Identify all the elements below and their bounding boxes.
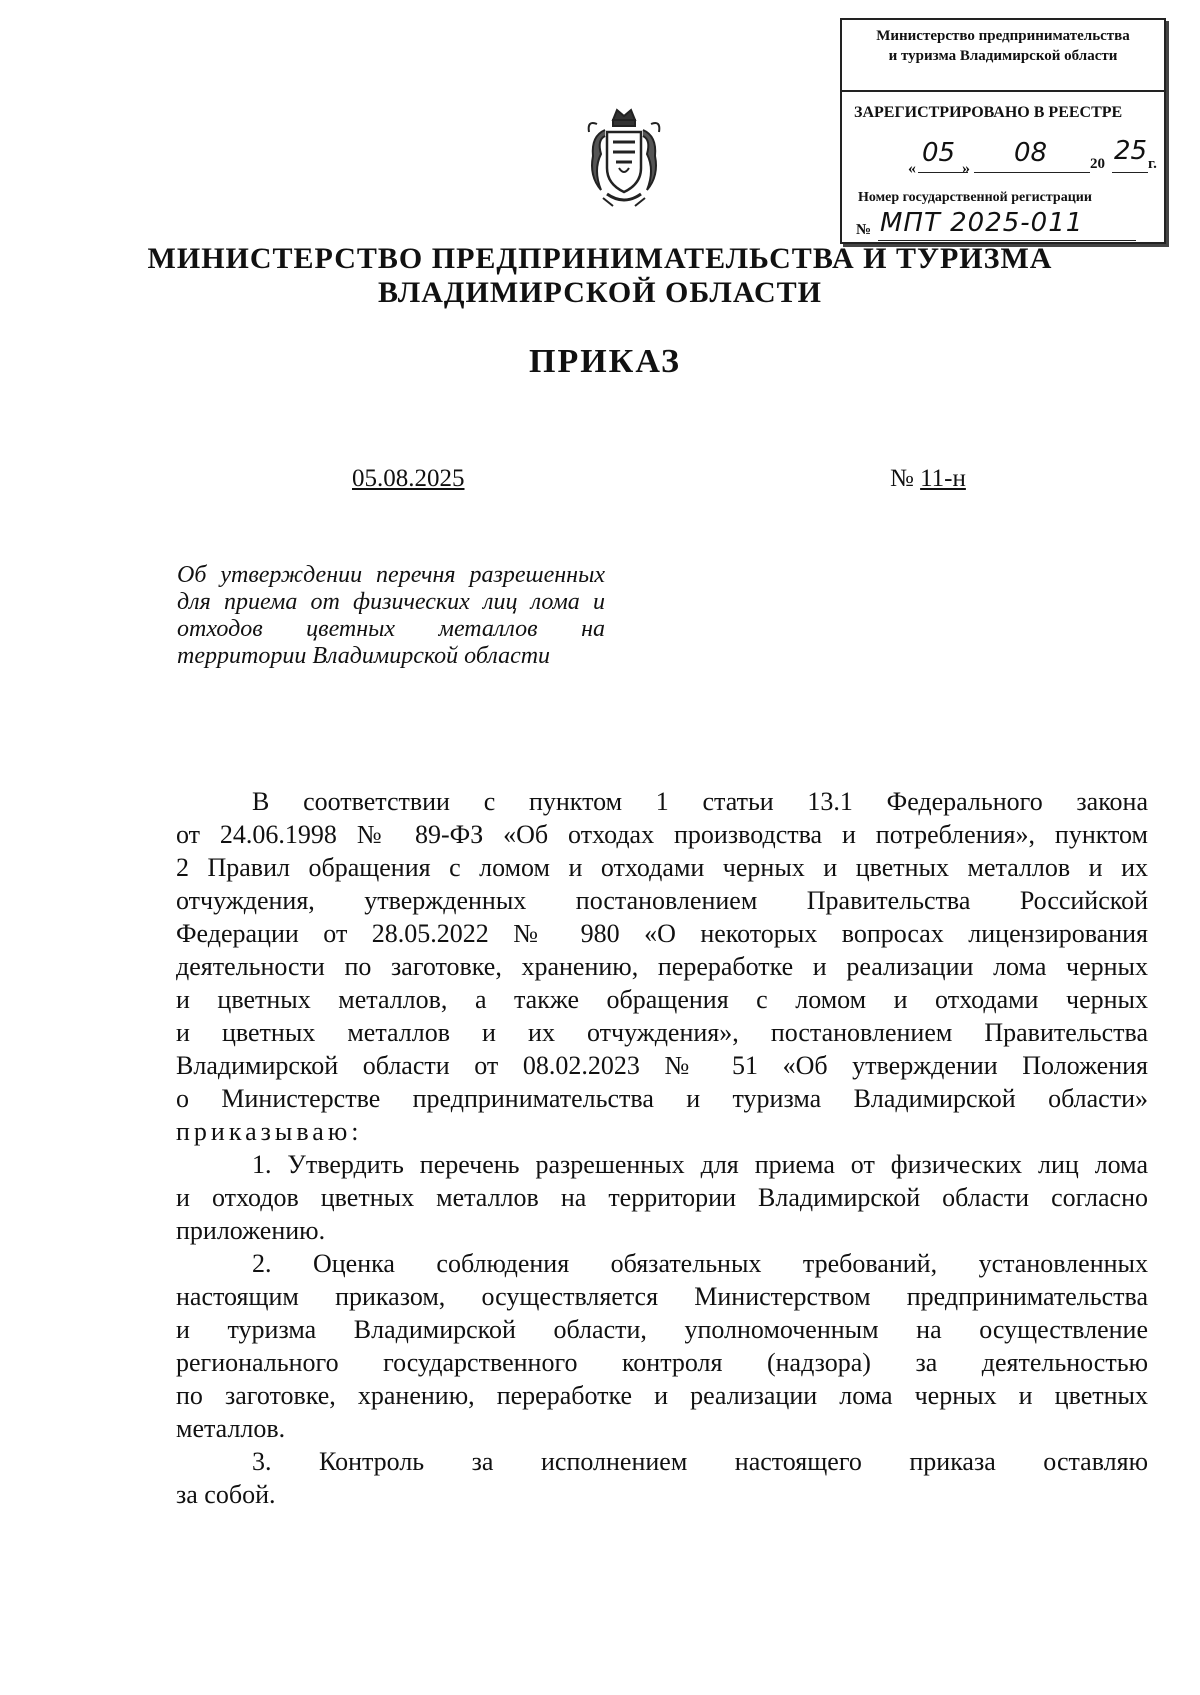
body-line: В соответствии с пунктом 1 статьи 13.1 Федерального закона [252, 787, 1148, 816]
stamp-number-sign: № [856, 222, 872, 238]
ministry-title-line1: МИНИСТЕРСТВО ПРЕДПРИНИМАТЕЛЬСТВА И ТУРИЗМА [147, 242, 1053, 275]
body-line: 3. Контроль за исполнением настоящего приказа оставляю [252, 1447, 1148, 1476]
subject-line: территории Владимирской области [177, 643, 551, 669]
stamp-date-close-quote: » [962, 160, 970, 177]
ministry-title-line2: ВЛАДИМИРСКОЙ ОБЛАСТИ [378, 276, 822, 309]
stamp-number-underline [878, 240, 1136, 241]
body-line: от 24.06.1998 № 89-ФЗ «Об отходах производства и потребления», пунктом [176, 820, 1148, 849]
document-subject [177, 562, 605, 670]
body-line: 2. Оценка соблюдения обязательных требований, установленных [252, 1249, 1148, 1278]
body-line: деятельности по заготовке, хранению, переработке и реализации лома черных [176, 952, 1148, 981]
body-line: по заготовке, хранению, переработке и реализации лома черных и цветных [176, 1381, 1148, 1410]
body-line: отчуждения, утвержденных постановлением Правительства Российской [176, 886, 1148, 915]
ministry-title [0, 242, 1200, 310]
document-body [176, 785, 1148, 1511]
coat-of-arms-icon [583, 106, 665, 210]
body-line: и отходов цветных металлов на территории Владимирской области согласно [176, 1183, 1148, 1212]
stamp-date-g: г. [1148, 156, 1157, 172]
stamp-date-month: 08 [1014, 138, 1048, 168]
body-line: металлов. [176, 1414, 286, 1443]
stamp-registered-label: ЗАРЕГИСТРИРОВАНО В РЕЕСТРЕ [854, 104, 1123, 121]
stamp-month-underline [974, 172, 1090, 173]
body-line: и цветных металлов, а также обращения с ломом и отходами черных [176, 985, 1148, 1014]
body-line: за собой. [176, 1480, 276, 1509]
body-line-order-word: приказываю: [176, 1117, 363, 1146]
stamp-ministry-name [842, 26, 1164, 66]
body-line: 1. Утвердить перечень разрешенных для приема от физических лиц лома [252, 1150, 1148, 1179]
subject-line: отходов цветных металлов на [177, 616, 605, 642]
subject-line: для приема от физических лиц лома и [177, 589, 605, 615]
stamp-registration-date [882, 136, 1157, 178]
body-line: Федерации от 28.05.2022 № 980 «О некоторых вопросах лицензирования [176, 919, 1148, 948]
stamp-date-open-quote: « [908, 160, 916, 177]
body-line: настоящим приказом, осуществляется Министерством предпринимательства [176, 1282, 1148, 1311]
stamp-day-underline [918, 172, 968, 173]
body-line: приложению. [176, 1216, 326, 1245]
body-line: 2 Правил обращения с ломом и отходами черных и цветных металлов и их [176, 853, 1148, 882]
stamp-number-label: Номер государственной регистрации [858, 190, 1092, 205]
stamp-registration-number [856, 208, 1156, 242]
body-line: о Министерстве предпринимательства и туризма Владимирской области» [176, 1084, 1148, 1113]
stamp-divider [842, 90, 1164, 92]
stamp-date-year-suffix: 25 [1114, 136, 1148, 166]
body-line: и туризма Владимирской области, уполномоченным на осуществление [176, 1315, 1148, 1344]
stamp-number-value: МПТ 2025-011 [880, 208, 1084, 238]
document-type: ПРИКАЗ [529, 343, 681, 380]
stamp-ministry-line2: и туризма Владимирской области [888, 48, 1118, 64]
stamp-date-day: 05 [922, 138, 956, 168]
body-line: и цветных металлов и их отчуждения», постановлением Правительства [176, 1018, 1148, 1047]
document-number-sign: № [890, 465, 921, 492]
body-line: регионального государственного контроля (надзора) за деятельностью [176, 1348, 1148, 1377]
registration-stamp [840, 18, 1166, 244]
stamp-ministry-line1: Министерство предпринимательства [876, 28, 1130, 44]
document-number-value: 11-н [920, 465, 966, 492]
stamp-date-year-prefix: 20 [1090, 156, 1105, 172]
document-date: 05.08.2025 [352, 465, 465, 492]
body-line: Владимирской области от 08.02.2023 № 51 «Об утверждении Положения [176, 1051, 1148, 1080]
subject-line: Об утверждении перечня разрешенных [177, 562, 605, 588]
stamp-year-underline [1112, 172, 1148, 173]
document-number [890, 465, 966, 493]
